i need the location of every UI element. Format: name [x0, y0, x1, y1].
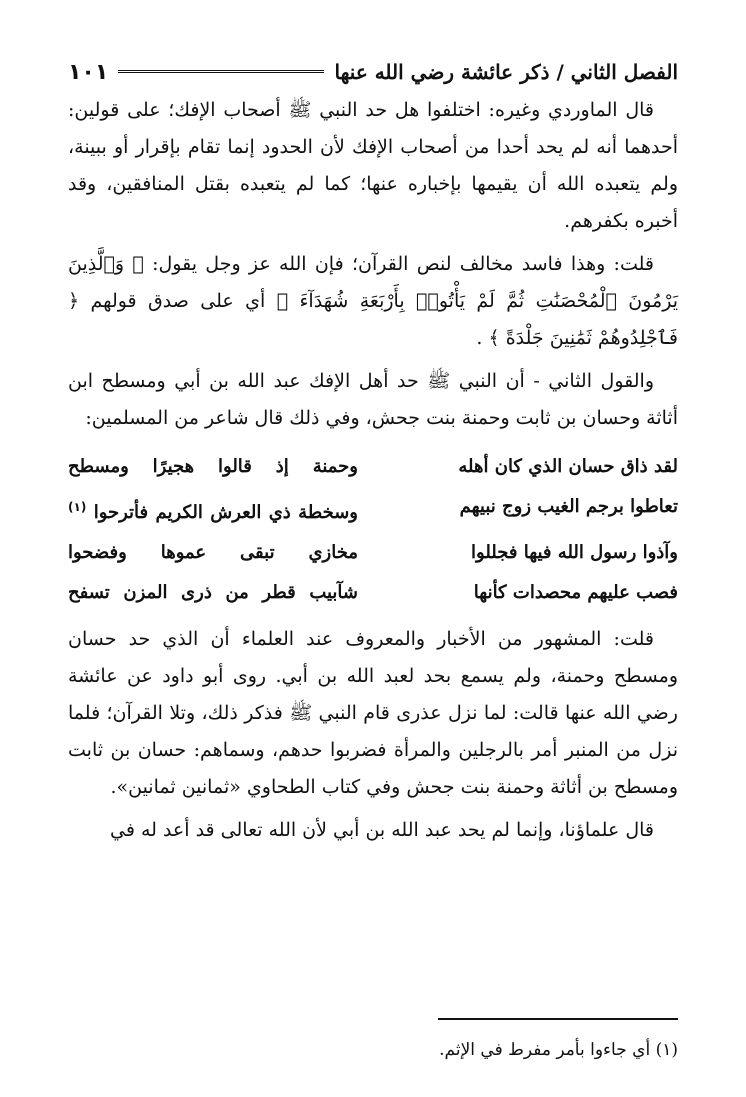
verse-second-hemistich [68, 487, 358, 533]
verse-first-hemistich: تعاطوا برجم الغيب زوج نبيهم [459, 496, 678, 517]
running-header [68, 52, 678, 92]
footnote-rule [438, 1018, 678, 1020]
paragraph-2-text-a: قلت: وهذا فاسد مخالف لنص القرآن؛ فإن الله عز وجل يقول: [152, 253, 654, 275]
verse-first-hemistich: فصب عليهم محصدات كأنها [473, 582, 678, 603]
quran-verse-2: ﴿ فَٱجْلِدُوهُمْ ثَمَٰنِينَ جَلْدَةً ﴾ [68, 290, 678, 349]
verse-second-hemistich: شآبيب قطر من ذرى المزن تسفح [68, 582, 358, 603]
paragraph-1: قال الماوردي وغيره: اختلفوا هل حد النبي ﷺ أصحاب الإفك؛ على قولين: أحدهما أنه لم يحد أحدا من أصحاب الإفك لأن الحدود إنما تقام بإقرار أو ببينة، ولم يتعبده الله أن يقيمها بإخباره عنها؛ كما لم يتعبده بقتل المنافقين، وقد أخبره بكفرهم. [68, 99, 678, 232]
poem-verse [68, 487, 678, 533]
paragraph-2-text-c: . [476, 327, 483, 349]
verse-second-hemistich: مخازي تبقى عموها وفضحوا [68, 542, 358, 563]
page-number: ١٠١ [68, 59, 109, 85]
verse-first-hemistich: وآذوا رسول الله فيها فجللوا [471, 542, 678, 563]
footnote-marker: (١) [68, 500, 87, 514]
quran-verse-1: ﴿ وَٱلَّذِينَ يَرْمُونَ ٱلْمُحْصَنَٰتِ ثُمَّ لَمْ يَأْتُوا۟ بِأَرْبَعَةِ شُهَدَآءَ ﴾ [68, 253, 678, 312]
paragraph-5: قال علماؤنا، وإنما لم يحد عبد الله بن أبي لأن الله تعالى قد أعد له في [109, 819, 654, 841]
paragraph-2-text-b: أي على صدق قولهم [79, 290, 266, 312]
poem [68, 447, 678, 613]
poem-verse [68, 447, 678, 487]
poem-verse [68, 573, 678, 613]
paragraph-2 [68, 246, 678, 357]
verse-second-text: وسخطة ذي العرش الكريم فأترحوا [93, 502, 358, 523]
poem-verse [68, 533, 678, 573]
footnote: (١) أي جاءوا بأمر مفرط في الإثم. [439, 1040, 678, 1060]
header-rule [118, 70, 324, 75]
chapter-title: الفصل الثاني / ذكر عائشة رضي الله عنها [334, 60, 678, 84]
paragraph-3: والقول الثاني - أن النبي ﷺ حد أهل الإفك عبد الله بن أبي ومسطح ابن أثاثة وحسان بن ثابت وحمنة بنت جحش، وفي ذلك قال شاعر من المسلمين: [68, 370, 678, 429]
verse-first-hemistich: لقد ذاق حسان الذي كان أهله [458, 456, 678, 477]
paragraph-4: قلت: المشهور من الأخبار والمعروف عند العلماء أن الذي حد حسان ومسطح وحمنة، ولم يسمع بحد لعبد الله بن أبي. روى أبو داود عن عائشة رضي الله عنها قالت: لما نزل عذرى قام النبي ﷺ فذكر ذلك، وتلا القرآن؛ فلما نزل من المنبر أمر بالرجلين والمرأة فضربوا حدهم، وسماهم: حسان بن ثابت ومسطح بن أثاثة وحمنة بنت جحش وفي كتاب الطحاوي «ثمانين ثمانين». [68, 628, 678, 798]
verse-second-hemistich: وحمنة إذ قالوا هجيرًا ومسطح [68, 456, 358, 477]
page [68, 52, 678, 1060]
